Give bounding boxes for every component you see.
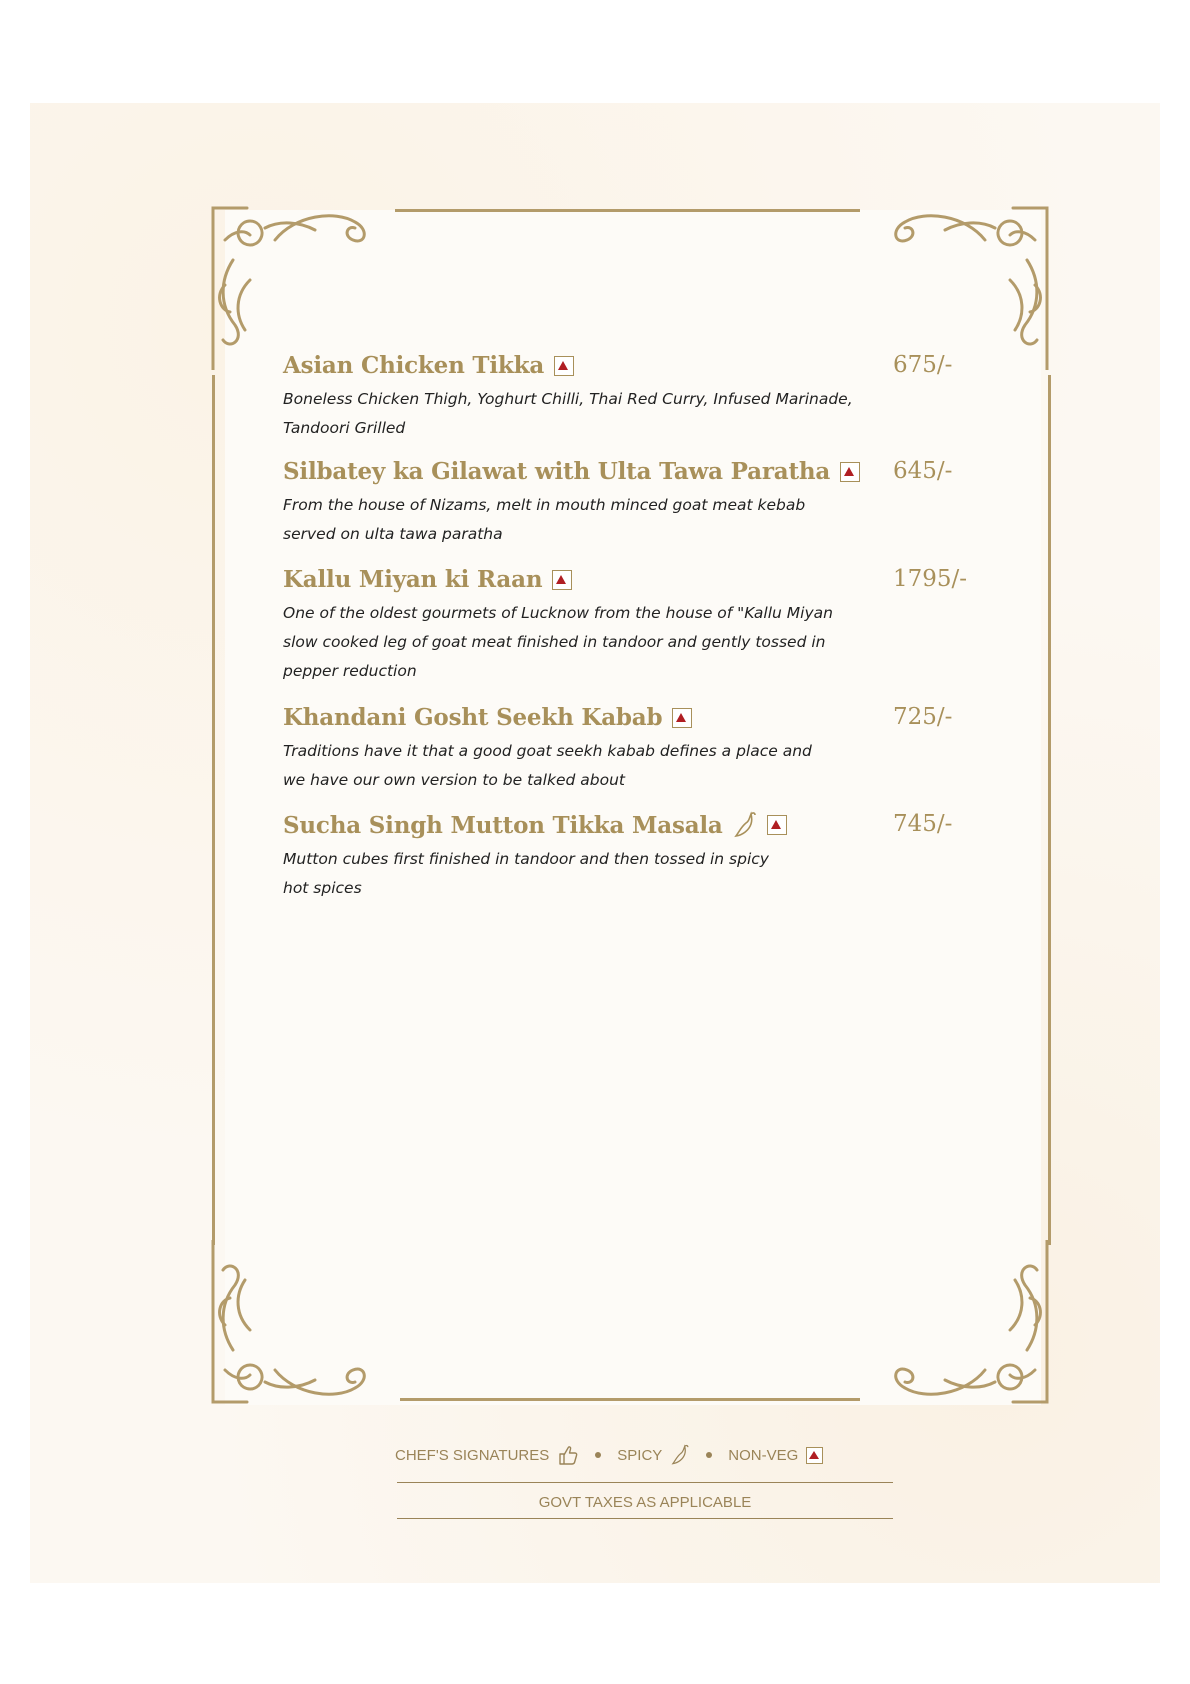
- menu-item-description-line: From the house of Nizams, melt in mouth minced goat meat kebab: [283, 496, 806, 514]
- menu-item: [283, 811, 993, 903]
- legend-spicy-label: SPICY: [617, 1446, 663, 1464]
- non-veg-icon: [806, 1447, 823, 1464]
- menu-item-name: Khandani Gosht Seekh Kabab: [283, 704, 663, 731]
- thumbs-up-icon: [557, 1444, 579, 1466]
- ornament-top-right: [875, 200, 1055, 370]
- ornament-bottom-right: [875, 1240, 1055, 1410]
- menu-item-title: [283, 811, 787, 839]
- non-veg-icon: [672, 708, 692, 728]
- menu-item-description-line: Boneless Chicken Thigh, Yoghurt Chilli, Thai Red Curry, Infused Marinade,: [283, 390, 853, 408]
- menu-item-description: [283, 845, 863, 903]
- footer-divider-bottom: [397, 1518, 893, 1519]
- menu-item-title: [283, 566, 572, 593]
- menu-item-price: 645/-: [893, 458, 953, 484]
- menu-item: [283, 566, 993, 686]
- menu-item-price: 1795/-: [893, 566, 968, 592]
- menu-item-description-line: Mutton cubes first finished in tandoor and then tossed in spicy: [283, 850, 769, 868]
- menu-item: [283, 458, 993, 549]
- menu-item-title: [283, 458, 860, 485]
- menu-item-name: Sucha Singh Mutton Tikka Masala: [283, 811, 723, 839]
- menu-item-description-line: served on ulta tawa paratha: [283, 525, 503, 543]
- non-veg-icon: [552, 570, 572, 590]
- menu-item-price: 675/-: [893, 352, 953, 378]
- menu-item-description-line: we have our own version to be talked about: [283, 771, 625, 789]
- non-veg-icon: [840, 462, 860, 482]
- menu-item-description-line: Tandoori Grilled: [283, 419, 406, 437]
- menu-item-title: [283, 352, 574, 379]
- menu-item-description-line: One of the oldest gourmets of Lucknow from the house of "Kallu Miyan: [283, 604, 833, 622]
- menu-item-description-line: hot spices: [283, 879, 362, 897]
- legend: [395, 1444, 905, 1466]
- menu-item-description: [283, 599, 863, 686]
- menu-item-name: Asian Chicken Tikka: [283, 352, 545, 379]
- frame-top-rule: [395, 209, 860, 212]
- footer-divider-top: [397, 1482, 893, 1483]
- menu-item: [283, 352, 993, 443]
- legend-separator-dot: [706, 1452, 712, 1458]
- legend-separator-dot: [595, 1452, 601, 1458]
- menu-item-description: [283, 737, 863, 795]
- menu-item-name: Kallu Miyan ki Raan: [283, 566, 543, 593]
- ornament-top-left: [205, 200, 385, 370]
- menu-item: [283, 704, 993, 795]
- non-veg-icon: [554, 356, 574, 376]
- non-veg-icon: [767, 815, 787, 835]
- chilli-icon: [733, 811, 757, 839]
- taxes-note: GOVT TAXES AS APPLICABLE: [538, 1494, 752, 1511]
- menu-item-description-line: Traditions have it that a good goat seekh kabab defines a place and: [283, 742, 812, 760]
- menu-item-price: 745/-: [893, 811, 953, 837]
- menu-item-price: 725/-: [893, 704, 953, 730]
- menu-item-name: Silbatey ka Gilawat with Ulta Tawa Paratha: [283, 458, 831, 485]
- frame-left-rule: [212, 375, 215, 1245]
- menu-item-description-line: pepper reduction: [283, 662, 417, 680]
- chilli-icon: [670, 1444, 690, 1466]
- menu-item-description-line: slow cooked leg of goat meat finished in tandoor and gently tossed in: [283, 633, 826, 651]
- frame-bottom-rule: [400, 1398, 860, 1401]
- menu-item-description: [283, 385, 883, 443]
- menu-item-title: [283, 704, 692, 731]
- ornament-bottom-left: [205, 1240, 385, 1410]
- frame-right-rule: [1048, 375, 1051, 1245]
- legend-chef-label: CHEF'S SIGNATURES: [395, 1446, 550, 1464]
- menu-item-description: [283, 491, 863, 549]
- legend-nonveg-label: NON-VEG: [728, 1446, 799, 1464]
